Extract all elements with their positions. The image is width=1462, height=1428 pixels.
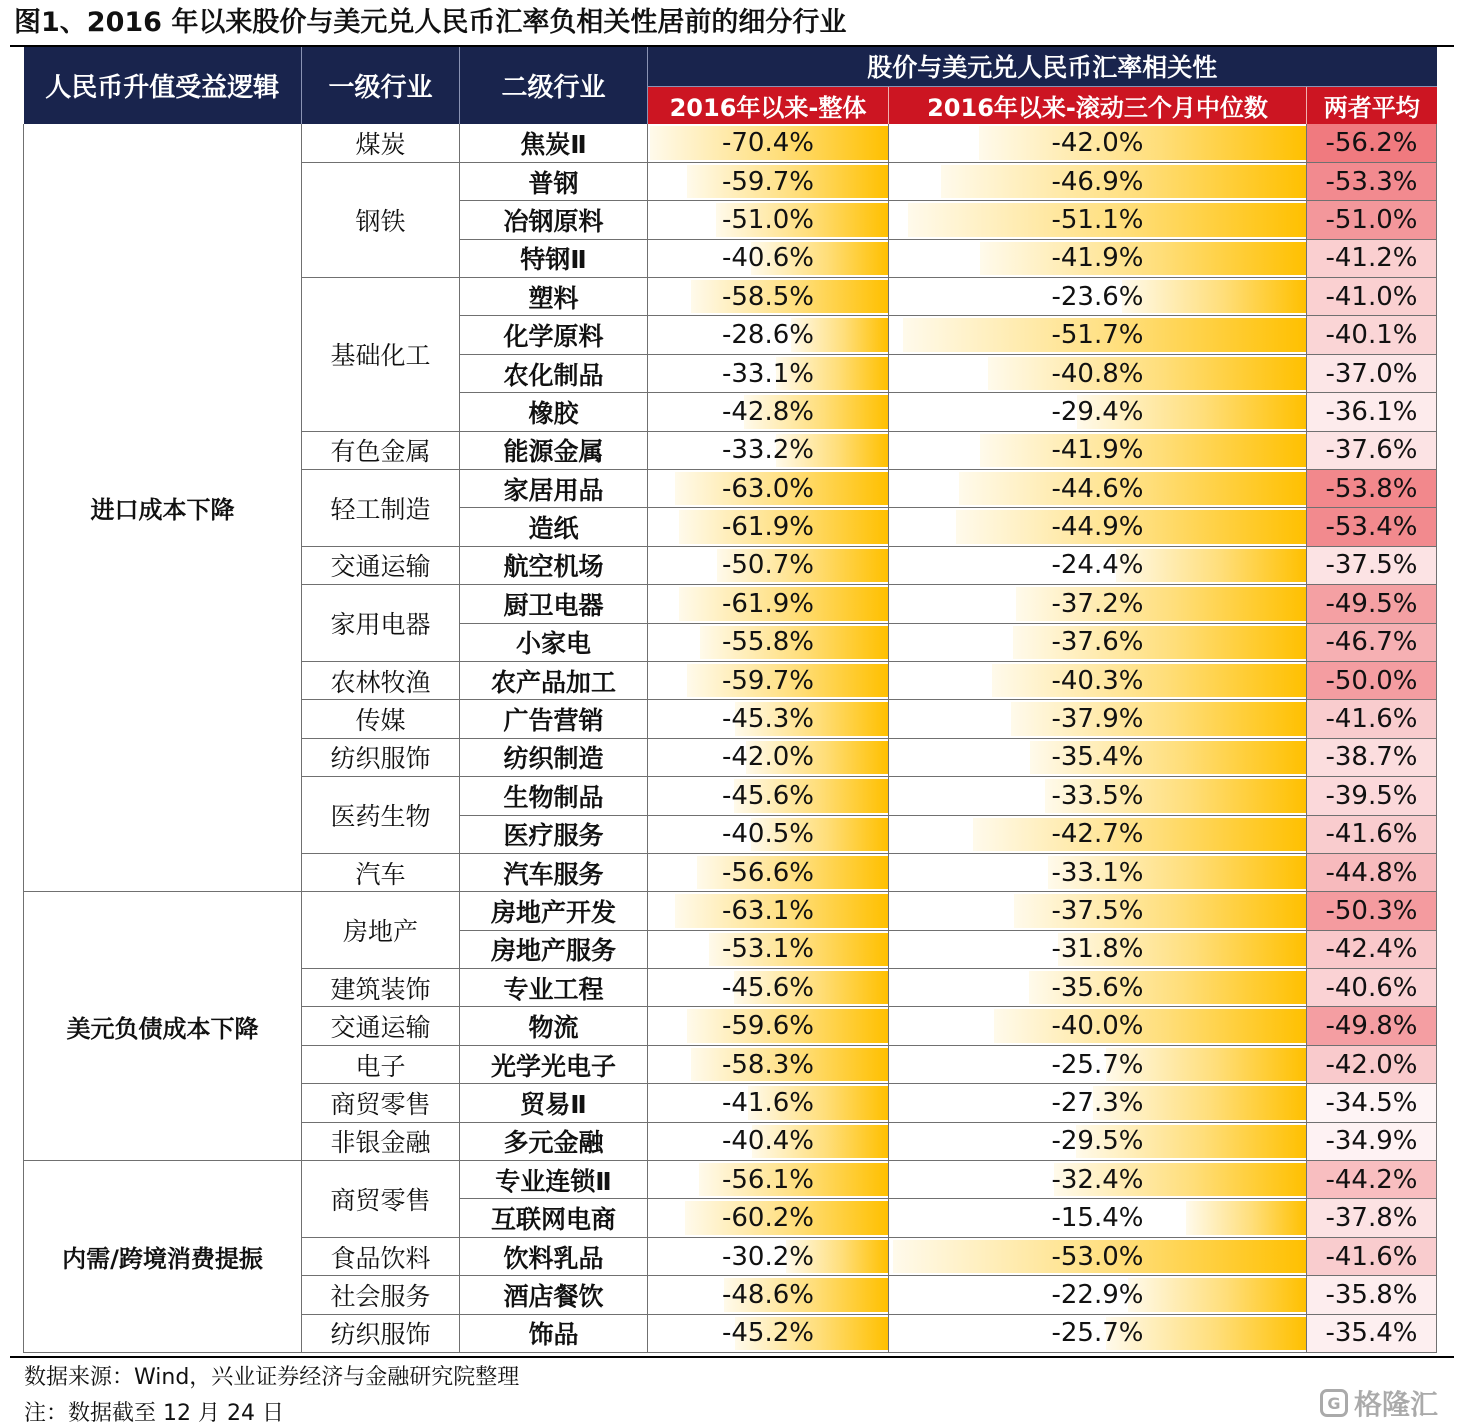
average-value: -34.9% xyxy=(1325,1126,1418,1157)
overall-cell xyxy=(648,815,889,853)
rolling-value: -37.6% xyxy=(1051,627,1144,658)
overall-cell xyxy=(648,930,889,968)
footer-source: 数据来源：Wind，兴业证券经济与金融研究院整理 xyxy=(24,1365,520,1390)
level2-cell: 互联网电商 xyxy=(460,1199,648,1237)
rolling-cell xyxy=(889,969,1307,1007)
rolling-bar xyxy=(994,1009,1306,1042)
average-cell xyxy=(1307,777,1437,815)
overall-value: -55.8% xyxy=(722,627,814,658)
average-value: -41.2% xyxy=(1325,243,1418,274)
table-row xyxy=(24,892,1437,930)
rolling-value: -41.9% xyxy=(1051,435,1144,466)
rolling-value: -35.6% xyxy=(1051,972,1144,1003)
overall-value: -45.6% xyxy=(722,780,814,811)
level1-cell: 纺织服饰 xyxy=(302,738,460,776)
average-value: -40.1% xyxy=(1325,320,1418,351)
rolling-cell xyxy=(889,316,1307,354)
rolling-value: -31.8% xyxy=(1051,934,1144,965)
gelonghui-logo xyxy=(1320,1384,1448,1422)
overall-value: -40.5% xyxy=(722,819,814,850)
average-value: -35.4% xyxy=(1325,1318,1418,1349)
rolling-value: -40.0% xyxy=(1051,1011,1144,1042)
rolling-cell xyxy=(889,431,1307,469)
rolling-value: -25.7% xyxy=(1051,1049,1144,1080)
rolling-cell xyxy=(889,738,1307,776)
header-rolling: 2016年以来-滚动三个月中位数 xyxy=(889,86,1307,124)
rolling-bar xyxy=(1128,1278,1306,1311)
average-cell xyxy=(1307,278,1437,316)
rolling-value: -15.4% xyxy=(1051,1203,1144,1234)
overall-cell xyxy=(648,1045,889,1083)
average-cell xyxy=(1307,892,1437,930)
level2-cell: 专业连锁Ⅱ xyxy=(460,1161,648,1199)
overall-cell xyxy=(648,853,889,891)
logo-icon: G xyxy=(1320,1389,1348,1417)
rolling-value: -33.1% xyxy=(1051,857,1144,888)
average-value: -34.5% xyxy=(1325,1087,1418,1118)
overall-value: -42.8% xyxy=(722,396,814,427)
rolling-cell xyxy=(889,162,1307,200)
overall-value: -61.9% xyxy=(722,512,814,543)
rolling-cell xyxy=(889,777,1307,815)
level1-cell: 社会服务 xyxy=(302,1276,460,1314)
overall-cell xyxy=(648,1161,889,1199)
overall-cell xyxy=(648,585,889,623)
level2-cell: 普钢 xyxy=(460,162,648,200)
average-value: -40.6% xyxy=(1325,972,1418,1003)
average-cell xyxy=(1307,1084,1437,1122)
level1-cell: 房地产 xyxy=(302,892,460,969)
logic-cell: 美元负债成本下降 xyxy=(24,892,302,1161)
rolling-value: -40.3% xyxy=(1051,665,1144,696)
overall-value: -63.0% xyxy=(722,473,814,504)
rolling-cell xyxy=(889,930,1307,968)
average-cell xyxy=(1307,815,1437,853)
average-value: -37.8% xyxy=(1325,1203,1418,1234)
average-cell xyxy=(1307,1276,1437,1314)
overall-value: -45.6% xyxy=(722,972,814,1003)
overall-cell xyxy=(648,623,889,661)
average-cell xyxy=(1307,546,1437,584)
overall-cell xyxy=(648,162,889,200)
overall-value: -59.7% xyxy=(722,166,814,197)
overall-cell xyxy=(648,1007,889,1045)
average-value: -41.6% xyxy=(1325,704,1418,735)
level2-cell: 酒店餐饮 xyxy=(460,1276,648,1314)
rolling-value: -33.5% xyxy=(1051,780,1144,811)
rolling-cell xyxy=(889,585,1307,623)
rolling-cell xyxy=(889,239,1307,277)
level2-cell: 能源金属 xyxy=(460,431,648,469)
rolling-value: -42.0% xyxy=(1051,127,1144,158)
level2-cell: 房地产开发 xyxy=(460,892,648,930)
rolling-cell xyxy=(889,1007,1307,1045)
rolling-value: -44.6% xyxy=(1051,473,1144,504)
level1-cell: 汽车 xyxy=(302,853,460,891)
average-cell xyxy=(1307,585,1437,623)
average-value: -41.0% xyxy=(1325,281,1418,312)
level2-cell: 医疗服务 xyxy=(460,815,648,853)
average-cell xyxy=(1307,393,1437,431)
average-value: -39.5% xyxy=(1325,780,1418,811)
average-cell xyxy=(1307,470,1437,508)
overall-value: -53.1% xyxy=(722,934,814,965)
overall-value: -30.2% xyxy=(722,1241,814,1272)
level1-cell: 交通运输 xyxy=(302,546,460,584)
rolling-value: -37.5% xyxy=(1051,896,1144,926)
average-value: -56.2% xyxy=(1325,127,1418,158)
level2-cell: 厨卫电器 xyxy=(460,585,648,623)
rolling-cell xyxy=(889,892,1307,930)
rolling-cell xyxy=(889,661,1307,699)
overall-cell xyxy=(648,892,889,930)
average-value: -49.8% xyxy=(1325,1011,1418,1042)
overall-cell xyxy=(648,354,889,392)
level1-cell: 煤炭 xyxy=(302,124,460,162)
header-average: 两者平均 xyxy=(1307,86,1437,124)
rolling-value: -27.3% xyxy=(1051,1087,1144,1118)
rolling-value: -51.1% xyxy=(1051,204,1144,235)
overall-value: -61.9% xyxy=(722,588,814,619)
rolling-value: -53.0% xyxy=(1051,1241,1144,1272)
overall-value: -45.2% xyxy=(722,1318,814,1349)
level1-cell: 有色金属 xyxy=(302,431,460,469)
rolling-value: -25.7% xyxy=(1051,1318,1144,1349)
rolling-bar xyxy=(992,664,1306,697)
level2-cell: 光学光电子 xyxy=(460,1045,648,1083)
average-cell xyxy=(1307,1199,1437,1237)
level2-cell: 家居用品 xyxy=(460,470,648,508)
footer-note: 注：数据截至 12 月 24 日 xyxy=(24,1401,284,1426)
average-value: -53.4% xyxy=(1325,512,1418,543)
level1-cell: 基础化工 xyxy=(302,278,460,432)
overall-cell xyxy=(648,1276,889,1314)
header-level1: 一级行业 xyxy=(302,47,460,124)
overall-cell xyxy=(648,1199,889,1237)
level2-cell: 农化制品 xyxy=(460,354,648,392)
overall-cell xyxy=(648,393,889,431)
level2-cell: 广告营销 xyxy=(460,700,648,738)
level2-cell: 冶钢原料 xyxy=(460,201,648,239)
overall-cell xyxy=(648,431,889,469)
rolling-value: -29.5% xyxy=(1051,1126,1144,1157)
average-value: -53.8% xyxy=(1325,473,1418,504)
overall-value: -51.0% xyxy=(722,204,814,235)
level2-cell: 饮料乳品 xyxy=(460,1237,648,1275)
overall-cell xyxy=(648,546,889,584)
rolling-cell xyxy=(889,546,1307,584)
overall-cell xyxy=(648,777,889,815)
average-value: -50.0% xyxy=(1325,665,1418,696)
level2-cell: 专业工程 xyxy=(460,969,648,1007)
overall-value: -28.6% xyxy=(722,320,814,351)
average-value: -53.3% xyxy=(1325,166,1418,197)
average-value: -50.3% xyxy=(1325,896,1418,926)
average-value: -42.4% xyxy=(1325,934,1418,965)
level1-cell: 电子 xyxy=(302,1045,460,1083)
table-row xyxy=(24,1161,1437,1199)
average-cell xyxy=(1307,316,1437,354)
average-value: -37.5% xyxy=(1325,550,1418,581)
overall-cell xyxy=(648,1122,889,1160)
rolling-cell xyxy=(889,508,1307,546)
level2-cell: 农产品加工 xyxy=(460,661,648,699)
rolling-cell xyxy=(889,1122,1307,1160)
average-cell xyxy=(1307,700,1437,738)
rolling-value: -46.9% xyxy=(1051,166,1144,197)
overall-value: -58.5% xyxy=(722,281,814,312)
rolling-cell xyxy=(889,1045,1307,1083)
rolling-cell xyxy=(889,201,1307,239)
overall-value: -56.6% xyxy=(722,857,814,888)
overall-value: -56.1% xyxy=(722,1164,814,1195)
overall-cell xyxy=(648,1314,889,1352)
overall-cell xyxy=(648,470,889,508)
level2-cell: 生物制品 xyxy=(460,777,648,815)
level2-cell: 多元金融 xyxy=(460,1122,648,1160)
logic-cell: 内需/跨境消费提振 xyxy=(24,1161,302,1353)
overall-cell xyxy=(648,278,889,316)
average-value: -38.7% xyxy=(1325,742,1418,773)
level1-cell: 家用电器 xyxy=(302,585,460,662)
level1-cell: 交通运输 xyxy=(302,1007,460,1045)
rolling-value: -22.9% xyxy=(1051,1279,1144,1310)
average-value: -42.0% xyxy=(1325,1049,1418,1080)
level2-cell: 纺织制造 xyxy=(460,738,648,776)
overall-value: -33.2% xyxy=(722,435,814,466)
rolling-cell xyxy=(889,700,1307,738)
average-value: -35.8% xyxy=(1325,1279,1418,1310)
level1-cell: 农林牧渔 xyxy=(302,661,460,699)
level2-cell: 贸易Ⅱ xyxy=(460,1084,648,1122)
table-body xyxy=(24,124,1437,1353)
rolling-value: -32.4% xyxy=(1051,1164,1144,1195)
overall-value: -60.2% xyxy=(722,1203,814,1234)
rolling-cell xyxy=(889,470,1307,508)
overall-cell xyxy=(648,969,889,1007)
bottom-rule xyxy=(10,1356,1454,1358)
rolling-bar xyxy=(988,357,1306,390)
level2-cell: 房地产服务 xyxy=(460,930,648,968)
average-cell xyxy=(1307,354,1437,392)
rolling-cell xyxy=(889,354,1307,392)
level2-cell: 塑料 xyxy=(460,278,648,316)
overall-value: -45.3% xyxy=(722,704,814,735)
overall-value: -42.0% xyxy=(722,742,814,773)
overall-value: -59.6% xyxy=(722,1011,814,1042)
overall-cell xyxy=(648,661,889,699)
average-value: -49.5% xyxy=(1325,588,1418,619)
level2-cell: 特钢Ⅱ xyxy=(460,239,648,277)
rolling-value: -37.2% xyxy=(1051,588,1144,619)
overall-value: -58.3% xyxy=(722,1049,814,1080)
rolling-value: -35.4% xyxy=(1051,742,1144,773)
rolling-cell xyxy=(889,1314,1307,1352)
average-cell xyxy=(1307,201,1437,239)
rolling-cell xyxy=(889,1199,1307,1237)
figure-title: 图1、2016 年以来股价与美元兑人民币汇率负相关性居前的细分行业 xyxy=(14,7,847,38)
overall-cell xyxy=(648,700,889,738)
overall-cell xyxy=(648,1237,889,1275)
level1-cell: 钢铁 xyxy=(302,162,460,277)
overall-cell xyxy=(648,201,889,239)
average-cell xyxy=(1307,239,1437,277)
overall-cell xyxy=(648,124,889,162)
average-cell xyxy=(1307,431,1437,469)
level2-cell: 橡胶 xyxy=(460,393,648,431)
rolling-value: -37.9% xyxy=(1051,704,1144,735)
rolling-cell xyxy=(889,623,1307,661)
average-cell xyxy=(1307,508,1437,546)
level1-cell: 商贸零售 xyxy=(302,1161,460,1238)
average-cell xyxy=(1307,1314,1437,1352)
level2-cell: 小家电 xyxy=(460,623,648,661)
overall-value: -70.4% xyxy=(722,127,814,158)
overall-value: -41.6% xyxy=(722,1087,814,1118)
rolling-cell xyxy=(889,1161,1307,1199)
rolling-cell xyxy=(889,853,1307,891)
average-cell xyxy=(1307,1007,1437,1045)
average-cell xyxy=(1307,1122,1437,1160)
average-value: -51.0% xyxy=(1325,204,1418,235)
overall-value: -40.4% xyxy=(722,1126,814,1157)
level1-cell: 纺织服饰 xyxy=(302,1314,460,1352)
correlation-table xyxy=(23,47,1437,1353)
rolling-bar xyxy=(1186,1201,1306,1234)
overall-cell xyxy=(648,1084,889,1122)
level1-cell: 商贸零售 xyxy=(302,1084,460,1122)
level2-cell: 化学原料 xyxy=(460,316,648,354)
rolling-value: -42.7% xyxy=(1051,819,1144,850)
header-correlation-group: 股价与美元兑人民币汇率相关性 xyxy=(648,47,1437,86)
overall-cell xyxy=(648,239,889,277)
overall-value: -59.7% xyxy=(722,665,814,696)
rolling-bar xyxy=(1116,549,1306,582)
rolling-value: -29.4% xyxy=(1051,396,1144,427)
average-cell xyxy=(1307,738,1437,776)
level1-cell: 食品饮料 xyxy=(302,1237,460,1275)
overall-value: -33.1% xyxy=(722,358,814,389)
rolling-value: -24.4% xyxy=(1051,550,1144,581)
level1-cell: 轻工制造 xyxy=(302,470,460,547)
average-value: -36.1% xyxy=(1325,396,1418,427)
average-cell xyxy=(1307,661,1437,699)
average-value: -44.2% xyxy=(1325,1164,1418,1195)
average-value: -37.0% xyxy=(1325,358,1418,389)
average-cell xyxy=(1307,930,1437,968)
level1-cell: 建筑装饰 xyxy=(302,969,460,1007)
rolling-value: -41.9% xyxy=(1051,243,1144,274)
average-cell xyxy=(1307,623,1437,661)
average-cell xyxy=(1307,124,1437,162)
overall-value: -50.7% xyxy=(722,550,814,581)
level2-cell: 造纸 xyxy=(460,508,648,546)
rolling-cell xyxy=(889,124,1307,162)
header-logic: 人民币升值受益逻辑 xyxy=(24,47,302,124)
average-cell xyxy=(1307,853,1437,891)
rolling-value: -44.9% xyxy=(1051,512,1144,543)
overall-value: -63.1% xyxy=(722,896,814,926)
level1-cell: 传媒 xyxy=(302,700,460,738)
rolling-cell xyxy=(889,815,1307,853)
average-cell xyxy=(1307,1045,1437,1083)
average-value: -44.8% xyxy=(1325,857,1418,888)
table-row xyxy=(24,124,1437,162)
rolling-cell xyxy=(889,1237,1307,1275)
average-value: -41.6% xyxy=(1325,819,1418,850)
rolling-cell xyxy=(889,393,1307,431)
level2-cell: 饰品 xyxy=(460,1314,648,1352)
overall-cell xyxy=(648,738,889,776)
rolling-cell xyxy=(889,278,1307,316)
overall-value: -40.6% xyxy=(722,243,814,274)
rolling-bar xyxy=(1122,280,1306,313)
logo-text: 格隆汇 xyxy=(1354,1388,1439,1421)
average-value: -37.6% xyxy=(1325,435,1418,466)
rolling-value: -40.8% xyxy=(1051,358,1144,389)
level1-cell: 非银金融 xyxy=(302,1122,460,1160)
level2-cell: 航空机场 xyxy=(460,546,648,584)
rolling-cell xyxy=(889,1276,1307,1314)
header-overall: 2016年以来-整体 xyxy=(648,86,889,124)
average-cell xyxy=(1307,1237,1437,1275)
logic-cell: 进口成本下降 xyxy=(24,124,302,892)
level2-cell: 汽车服务 xyxy=(460,853,648,891)
rolling-cell xyxy=(889,1084,1307,1122)
level2-cell: 焦炭Ⅱ xyxy=(460,124,648,162)
average-value: -46.7% xyxy=(1325,627,1418,658)
overall-value: -48.6% xyxy=(722,1279,814,1310)
header-level2: 二级行业 xyxy=(460,47,648,124)
average-cell xyxy=(1307,969,1437,1007)
level2-cell: 物流 xyxy=(460,1007,648,1045)
overall-cell xyxy=(648,316,889,354)
average-value: -41.6% xyxy=(1325,1241,1418,1272)
average-cell xyxy=(1307,1161,1437,1199)
level1-cell: 医药生物 xyxy=(302,777,460,854)
overall-cell xyxy=(648,508,889,546)
rolling-value: -51.7% xyxy=(1051,320,1144,351)
rolling-value: -23.6% xyxy=(1051,281,1144,312)
average-cell xyxy=(1307,162,1437,200)
